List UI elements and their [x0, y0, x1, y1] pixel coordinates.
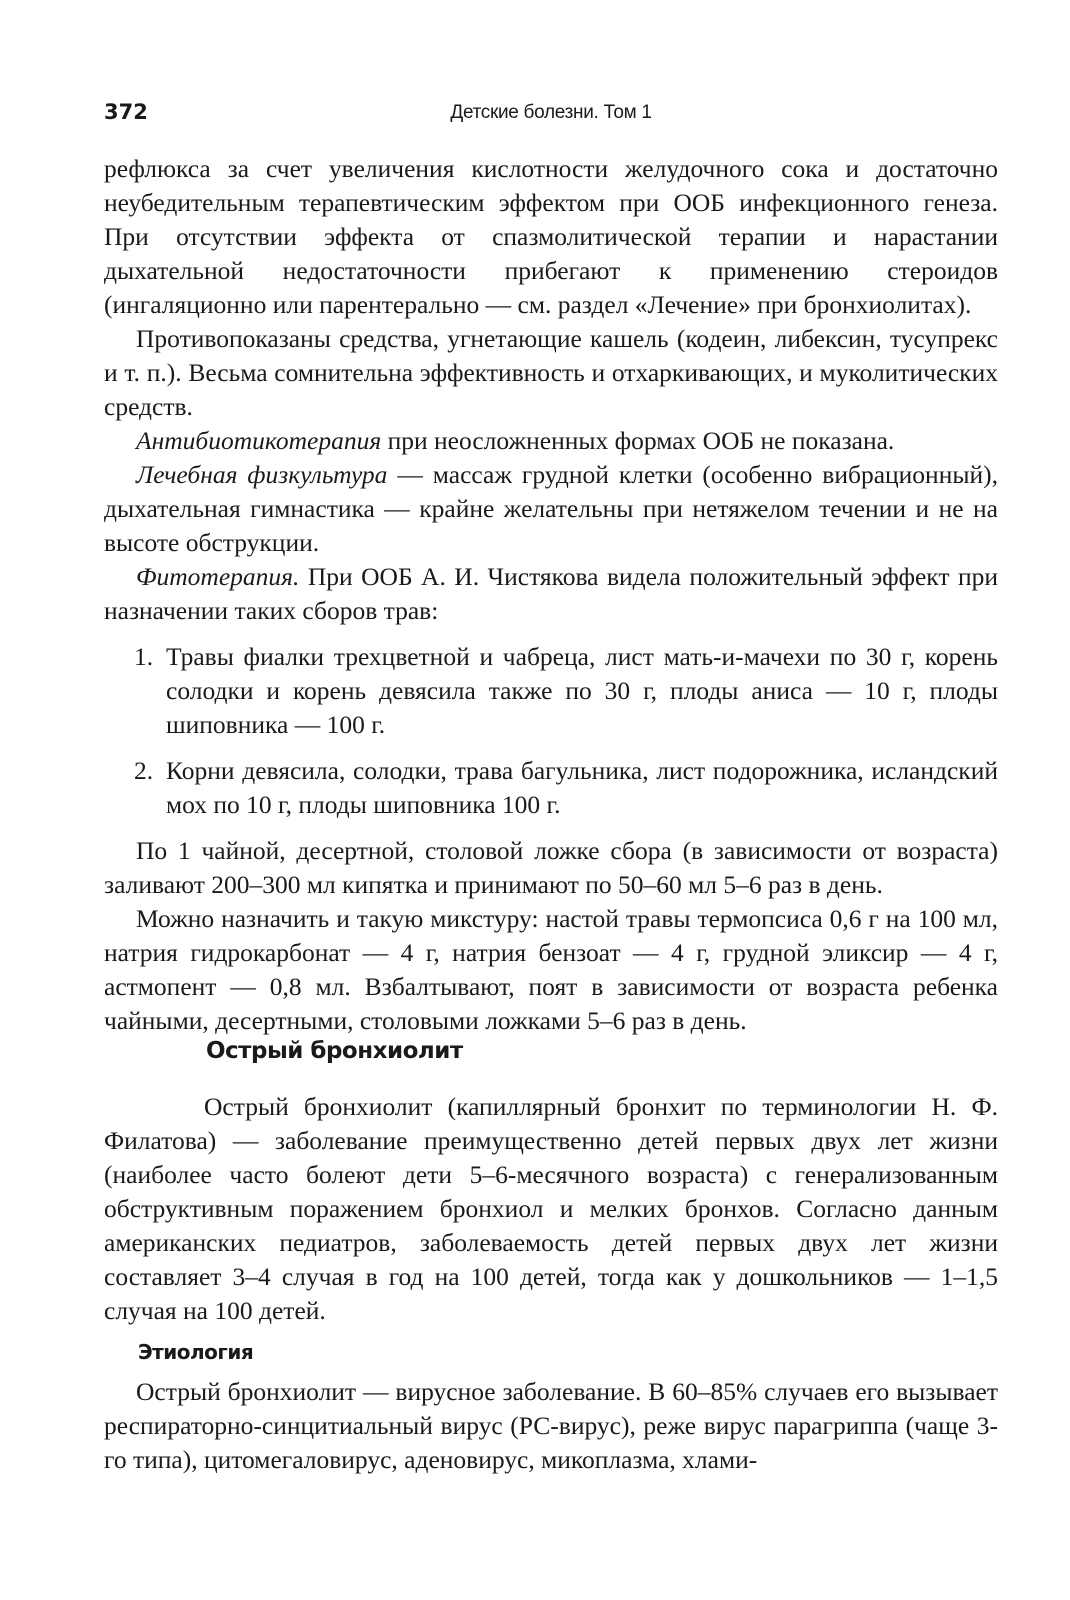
paragraph-antibiotics-text: при неосложненных формах ООБ не показана.: [381, 426, 895, 455]
page-number: 372: [104, 100, 148, 124]
paragraph-phyto: [104, 560, 998, 628]
term-phytotherapy: Фитотерапия.: [136, 562, 300, 591]
list-item-number: 2.: [134, 756, 154, 785]
section-title: Острый бронхиолит: [206, 1038, 463, 1064]
list-item-text: Корни девясила, солодки, трава багульника, лист подорожника, исландский мох по 10 г, плоды шиповника 100 г.: [166, 756, 998, 819]
paragraph-bronchiolitis-definition: Острый бронхиолит (капиллярный бронхит по терминологии Н. Ф. Филатова) — заболевание преимущественно детей первых двух лет жизни (наиболее часто болеют дети 5–6-месячного возраста) с генерализованным обструктивным поражением бронхиол и мелких бронхов. Согласно данным американских педиатров, заболеваемость детей первых двух лет жизни составляет 3–4 случая в год на 100 детей, тогда как у дошкольников — 1–1,5 случая на 100 детей.: [104, 1092, 998, 1325]
main-text-block: [104, 152, 998, 1038]
paragraph-dosage: По 1 чайной, десертной, столовой ложке сбора (в зависимости от возраста) заливают 200–300 мл кипятка и принимают по 50–60 мл 5–6 раз в день.: [104, 836, 998, 899]
running-title: Детские болезни. Том 1: [450, 102, 652, 123]
etiology-text-block: [104, 1375, 998, 1477]
list-item-text: Травы фиалки трехцветной и чабреца, лист мать-и-мачехи по 30 г, корень солодки и корень девясила также по 30 г, плоды аниса — 10 г, плоды шиповника — 100 г.: [166, 642, 998, 739]
list-item: [104, 640, 998, 742]
paragraph-etiology: Острый бронхиолит — вирусное заболевание. В 60–85% случаев его вызывает респираторно-синцитиальный вирус (РС-вирус), реже вирус парагриппа (чаще 3-го типа), цитомегаловирус, аденовирус, микоплазма, хлами-: [104, 1377, 998, 1474]
paragraph-physio-text: — массаж грудной клетки (особенно вибрационный), дыхательная гимнастика — крайне желательны при нетяжелом течении и не на высоте обструкции.: [104, 460, 999, 557]
paragraph-phyto-text: При ООБ А. И. Чистякова видела положительный эффект при назначении таких сборов трав:: [104, 562, 998, 625]
bronchiolitis-text-block: [104, 1090, 998, 1328]
term-physiotherapy: Лечебная физкультура: [136, 460, 388, 489]
paragraph-reflux: рефлюкса за счет увеличения кислотности желудочного сока и достаточно неубедительным терапевтическим эффектом при ООБ инфекционного генеза. При отсутствии эффекта от спазмолитической терапии и нарастании дыхательной недостаточности прибегают к применению стероидов (ингаляционно или парентерально — см. раздел «Лечение» при бронхиолитах).: [104, 154, 998, 319]
list-item-number: 1.: [134, 642, 154, 671]
herbal-list: [104, 640, 998, 822]
paragraph-antibiotics: [104, 424, 998, 458]
term-antibiotics: Антибиотикотерапия: [136, 426, 382, 455]
paragraph-mixture: Можно назначить и такую микстуру: настой травы термопсиса 0,6 г на 100 мл, натрия гидрокарбонат — 4 г, натрия бензоат — 4 г, грудной эликсир — 4 г, астмопент — 0,8 мл. Взбалтывают, поят в зависимости от возраста ребенка чайными, десертными, столовыми ложками 5–6 раз в день.: [104, 904, 998, 1035]
page-header: [104, 100, 998, 134]
paragraph-contraindications: Противопоказаны средства, угнетающие кашель (кодеин, либексин, тусупрекс и т. п.). Весьма сомнительна эффективность и отхаркивающих, и муколитических средств.: [104, 324, 998, 421]
paragraph-physio: [104, 458, 998, 560]
subsection-title: Этиология: [138, 1340, 254, 1364]
list-item: [104, 754, 998, 822]
